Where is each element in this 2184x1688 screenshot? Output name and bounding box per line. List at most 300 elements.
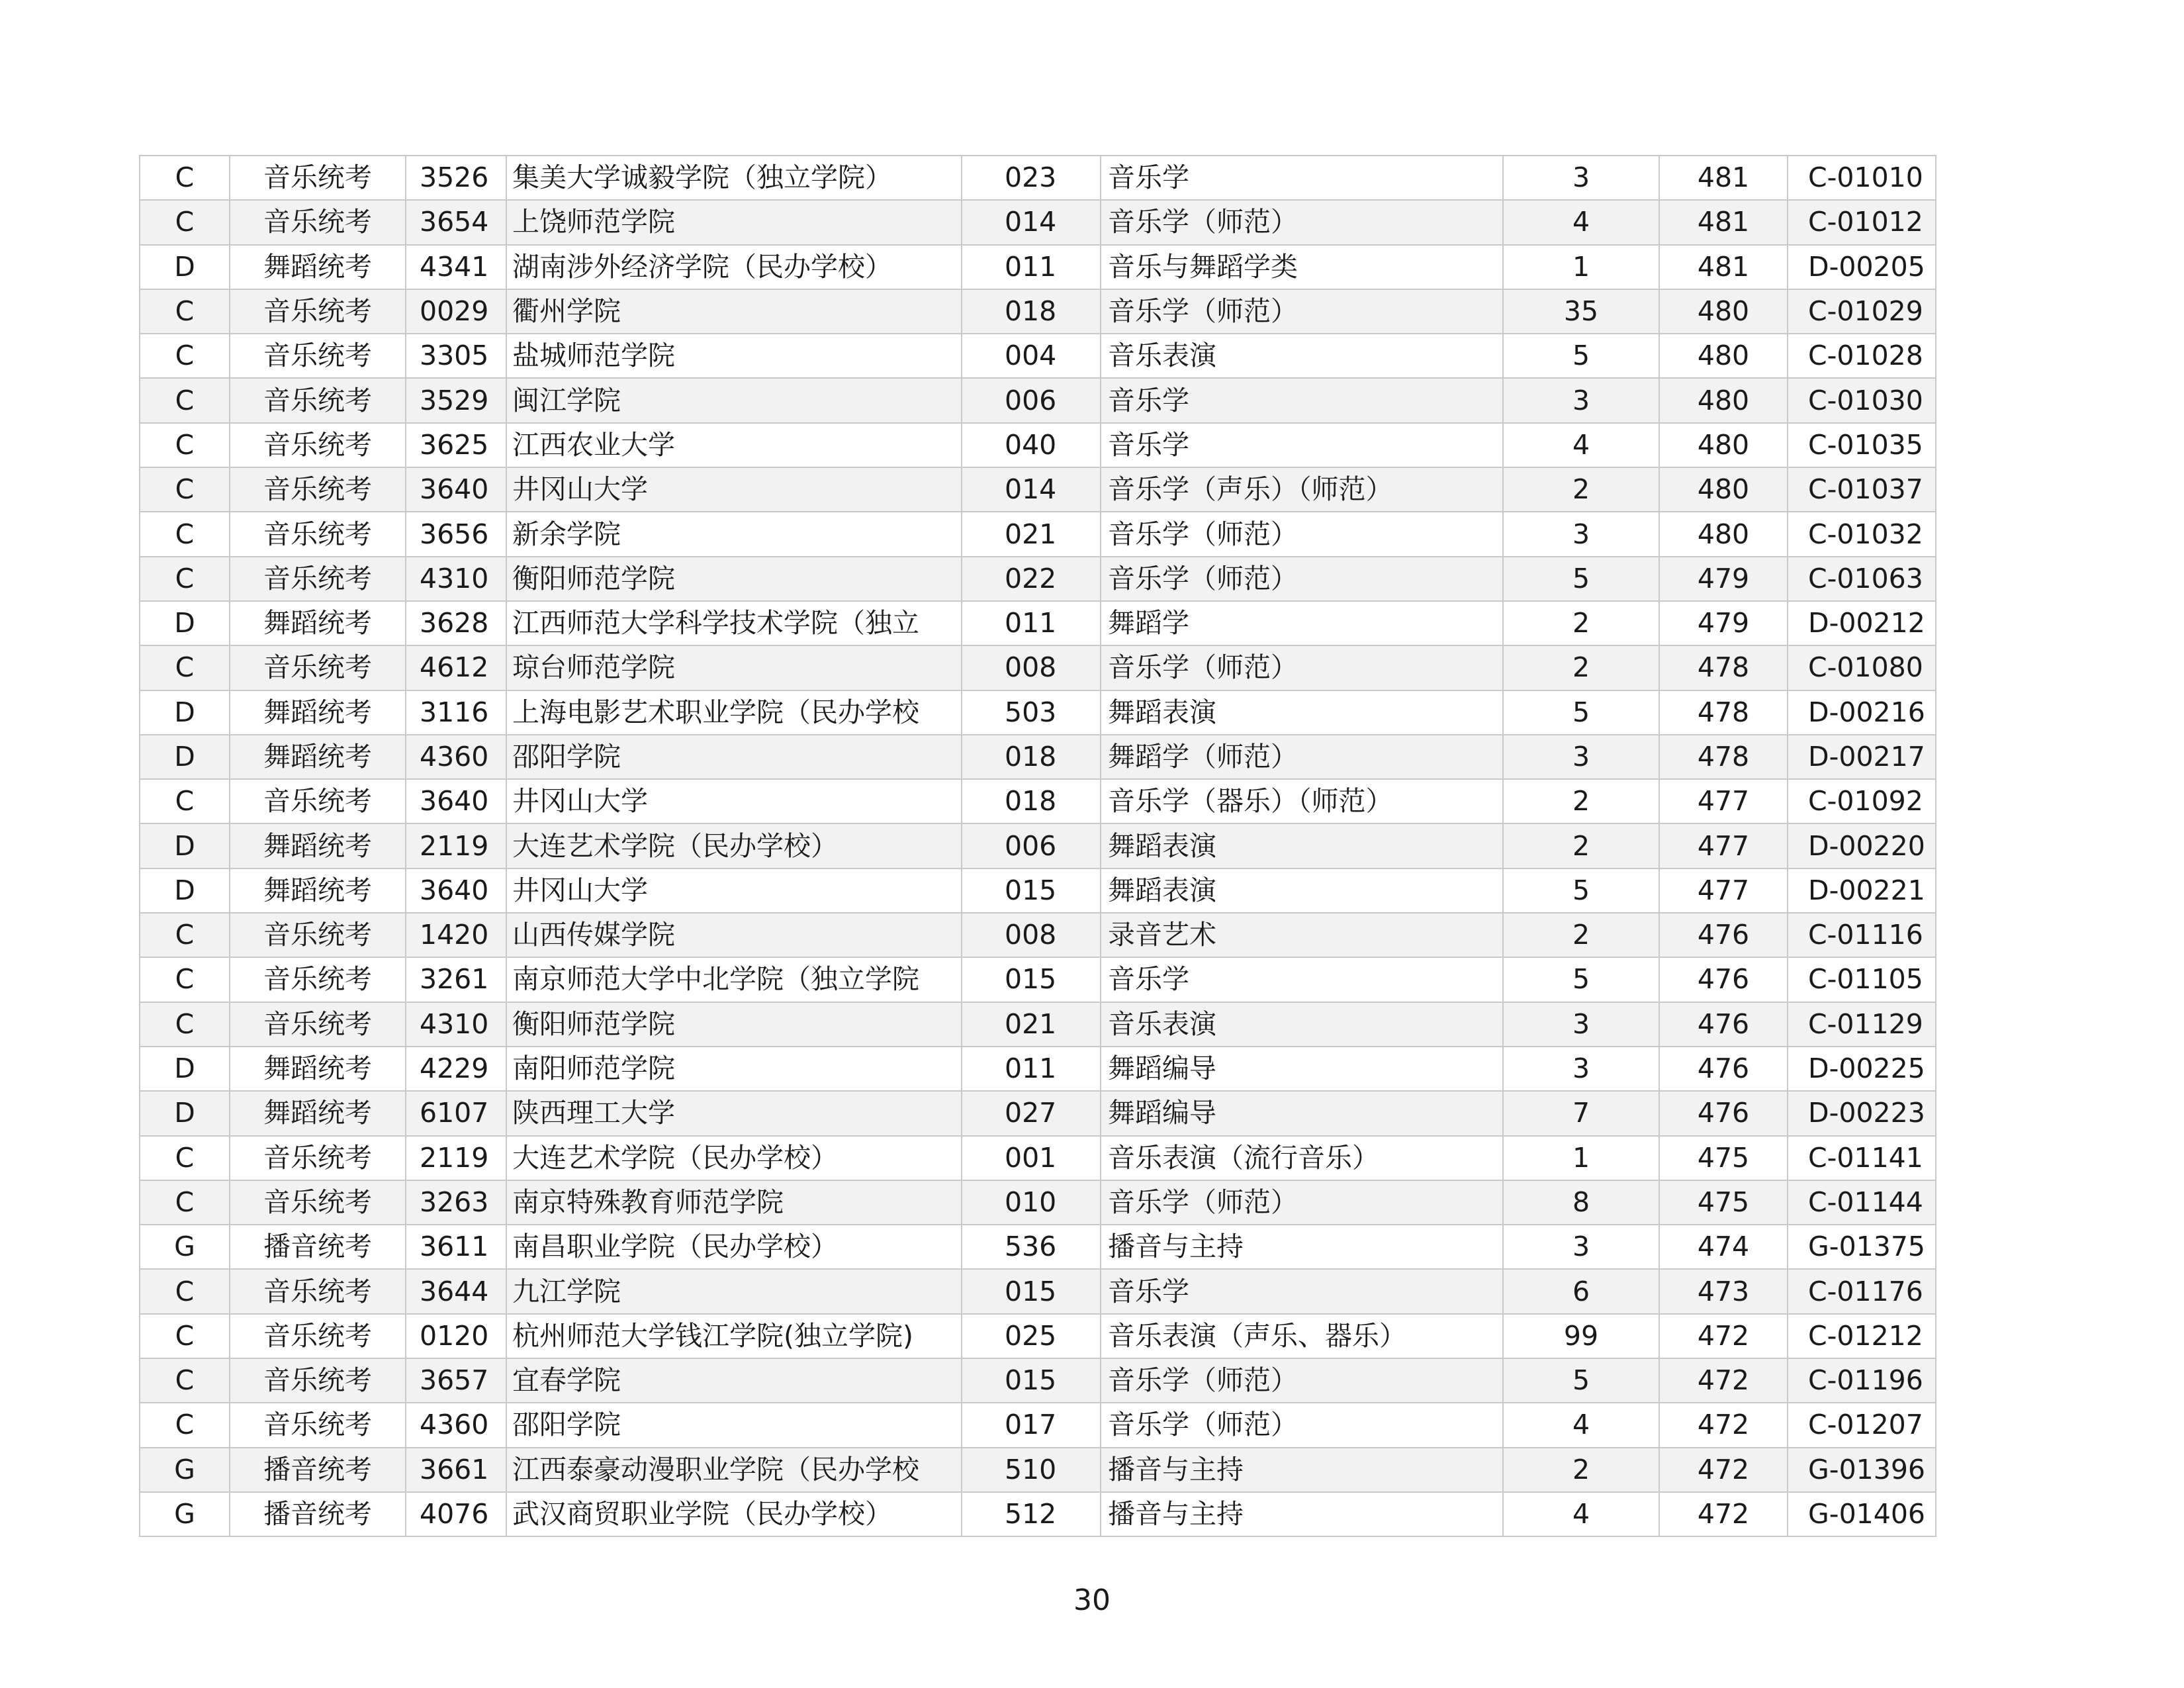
cell-exam-type: 舞蹈统考 xyxy=(230,1047,406,1091)
cell-plan-count: 5 xyxy=(1503,868,1659,913)
cell-major-code: 027 xyxy=(962,1091,1101,1135)
table-row xyxy=(140,1002,1936,1047)
cell-plan-count: 35 xyxy=(1503,289,1659,334)
cell-rank-code: C-01028 xyxy=(1788,334,1936,378)
cell-major-code: 503 xyxy=(962,690,1101,735)
cell-major-code: 021 xyxy=(962,512,1101,556)
cell-min-score: 477 xyxy=(1659,823,1788,868)
cell-rank-code: C-01063 xyxy=(1788,557,1936,601)
cell-major-name: 舞蹈表演 xyxy=(1101,868,1503,913)
cell-min-score: 475 xyxy=(1659,1180,1788,1225)
cell-major-name: 舞蹈编导 xyxy=(1101,1047,1503,1091)
cell-major-name: 舞蹈表演 xyxy=(1101,690,1503,735)
cell-major-name: 播音与主持 xyxy=(1101,1225,1503,1269)
table-row xyxy=(140,690,1936,735)
cell-school-name: 宜春学院 xyxy=(506,1358,962,1403)
cell-category: C xyxy=(140,1002,230,1047)
table-row xyxy=(140,1448,1936,1492)
cell-min-score: 474 xyxy=(1659,1225,1788,1269)
cell-rank-code: C-01212 xyxy=(1788,1314,1936,1358)
cell-school-code: 3625 xyxy=(406,423,506,467)
cell-school-name: 邵阳学院 xyxy=(506,1403,962,1447)
cell-exam-type: 音乐统考 xyxy=(230,1180,406,1225)
cell-major-code: 011 xyxy=(962,1047,1101,1091)
cell-min-score: 476 xyxy=(1659,1047,1788,1091)
cell-category: D xyxy=(140,735,230,779)
cell-major-name: 音乐学 xyxy=(1101,1269,1503,1313)
cell-exam-type: 音乐统考 xyxy=(230,200,406,244)
cell-major-name: 音乐学（器乐）（师范） xyxy=(1101,779,1503,823)
cell-plan-count: 2 xyxy=(1503,913,1659,957)
cell-major-code: 015 xyxy=(962,1269,1101,1313)
cell-rank-code: D-00212 xyxy=(1788,601,1936,645)
cell-plan-count: 5 xyxy=(1503,957,1659,1002)
cell-rank-code: G-01375 xyxy=(1788,1225,1936,1269)
cell-major-name: 录音艺术 xyxy=(1101,913,1503,957)
cell-rank-code: C-01010 xyxy=(1788,156,1936,200)
table-row xyxy=(140,1314,1936,1358)
cell-major-code: 040 xyxy=(962,423,1101,467)
cell-major-name: 音乐学（师范） xyxy=(1101,200,1503,244)
cell-major-code: 022 xyxy=(962,557,1101,601)
cell-exam-type: 音乐统考 xyxy=(230,423,406,467)
cell-school-code: 4310 xyxy=(406,1002,506,1047)
cell-exam-type: 播音统考 xyxy=(230,1448,406,1492)
cell-exam-type: 音乐统考 xyxy=(230,512,406,556)
cell-school-name: 集美大学诚毅学院（独立学院） xyxy=(506,156,962,200)
cell-major-code: 015 xyxy=(962,868,1101,913)
cell-min-score: 480 xyxy=(1659,512,1788,556)
cell-min-score: 472 xyxy=(1659,1314,1788,1358)
cell-category: C xyxy=(140,423,230,467)
cell-min-score: 479 xyxy=(1659,557,1788,601)
cell-school-code: 3656 xyxy=(406,512,506,556)
cell-plan-count: 99 xyxy=(1503,1314,1659,1358)
cell-major-name: 音乐表演（声乐、器乐） xyxy=(1101,1314,1503,1358)
cell-school-code: 3640 xyxy=(406,868,506,913)
cell-min-score: 476 xyxy=(1659,1002,1788,1047)
cell-plan-count: 2 xyxy=(1503,1448,1659,1492)
cell-category: C xyxy=(140,334,230,378)
cell-min-score: 476 xyxy=(1659,913,1788,957)
cell-school-name: 武汉商贸职业学院（民办学校） xyxy=(506,1492,962,1536)
cell-exam-type: 音乐统考 xyxy=(230,1403,406,1447)
cell-major-name: 舞蹈表演 xyxy=(1101,823,1503,868)
cell-major-code: 015 xyxy=(962,1358,1101,1403)
cell-major-code: 004 xyxy=(962,334,1101,378)
table-row xyxy=(140,156,1936,200)
table-row xyxy=(140,467,1936,512)
cell-school-code: 0120 xyxy=(406,1314,506,1358)
cell-category: C xyxy=(140,557,230,601)
cell-plan-count: 5 xyxy=(1503,1358,1659,1403)
table-row xyxy=(140,779,1936,823)
cell-major-code: 510 xyxy=(962,1448,1101,1492)
cell-major-code: 014 xyxy=(962,200,1101,244)
cell-min-score: 477 xyxy=(1659,779,1788,823)
cell-school-name: 南京师范大学中北学院（独立学院 xyxy=(506,957,962,1002)
cell-school-code: 1420 xyxy=(406,913,506,957)
cell-plan-count: 5 xyxy=(1503,334,1659,378)
cell-major-code: 011 xyxy=(962,601,1101,645)
cell-major-name: 播音与主持 xyxy=(1101,1448,1503,1492)
cell-plan-count: 2 xyxy=(1503,601,1659,645)
cell-min-score: 477 xyxy=(1659,868,1788,913)
cell-school-code: 3611 xyxy=(406,1225,506,1269)
cell-exam-type: 舞蹈统考 xyxy=(230,690,406,735)
cell-rank-code: C-01196 xyxy=(1788,1358,1936,1403)
cell-school-name: 衡阳师范学院 xyxy=(506,557,962,601)
cell-school-name: 井冈山大学 xyxy=(506,779,962,823)
cell-plan-count: 7 xyxy=(1503,1091,1659,1135)
cell-rank-code: C-01092 xyxy=(1788,779,1936,823)
table-row xyxy=(140,913,1936,957)
cell-exam-type: 舞蹈统考 xyxy=(230,601,406,645)
cell-min-score: 476 xyxy=(1659,1091,1788,1135)
cell-rank-code: D-00225 xyxy=(1788,1047,1936,1091)
cell-category: C xyxy=(140,156,230,200)
cell-min-score: 481 xyxy=(1659,245,1788,289)
cell-rank-code: C-01144 xyxy=(1788,1180,1936,1225)
cell-school-name: 井冈山大学 xyxy=(506,467,962,512)
cell-school-code: 4076 xyxy=(406,1492,506,1536)
cell-exam-type: 音乐统考 xyxy=(230,1136,406,1180)
cell-min-score: 472 xyxy=(1659,1403,1788,1447)
cell-category: D xyxy=(140,868,230,913)
cell-school-name: 南阳师范学院 xyxy=(506,1047,962,1091)
cell-major-code: 025 xyxy=(962,1314,1101,1358)
cell-min-score: 481 xyxy=(1659,156,1788,200)
cell-major-code: 536 xyxy=(962,1225,1101,1269)
cell-min-score: 472 xyxy=(1659,1448,1788,1492)
cell-major-name: 播音与主持 xyxy=(1101,1492,1503,1536)
cell-major-code: 018 xyxy=(962,289,1101,334)
page-number: 30 xyxy=(1073,1583,1111,1617)
cell-exam-type: 播音统考 xyxy=(230,1225,406,1269)
cell-school-code: 4360 xyxy=(406,1403,506,1447)
cell-exam-type: 音乐统考 xyxy=(230,467,406,512)
cell-category: C xyxy=(140,200,230,244)
cell-school-name: 盐城师范学院 xyxy=(506,334,962,378)
cell-category: G xyxy=(140,1225,230,1269)
cell-exam-type: 音乐统考 xyxy=(230,1269,406,1313)
cell-rank-code: C-01030 xyxy=(1788,378,1936,422)
cell-major-name: 音乐学（师范） xyxy=(1101,512,1503,556)
cell-category: D xyxy=(140,1047,230,1091)
table-row xyxy=(140,1358,1936,1403)
cell-plan-count: 3 xyxy=(1503,735,1659,779)
cell-school-name: 九江学院 xyxy=(506,1269,962,1313)
cell-min-score: 476 xyxy=(1659,957,1788,1002)
cell-exam-type: 音乐统考 xyxy=(230,378,406,422)
cell-major-code: 021 xyxy=(962,1002,1101,1047)
cell-min-score: 475 xyxy=(1659,1136,1788,1180)
cell-major-name: 音乐学 xyxy=(1101,957,1503,1002)
cell-school-code: 3116 xyxy=(406,690,506,735)
cell-category: C xyxy=(140,512,230,556)
cell-category: C xyxy=(140,1403,230,1447)
cell-school-code: 3640 xyxy=(406,779,506,823)
cell-min-score: 472 xyxy=(1659,1358,1788,1403)
cell-school-code: 3640 xyxy=(406,467,506,512)
cell-rank-code: C-01141 xyxy=(1788,1136,1936,1180)
table-row xyxy=(140,557,1936,601)
cell-major-code: 010 xyxy=(962,1180,1101,1225)
cell-school-code: 4360 xyxy=(406,735,506,779)
cell-rank-code: C-01032 xyxy=(1788,512,1936,556)
cell-plan-count: 3 xyxy=(1503,156,1659,200)
cell-plan-count: 4 xyxy=(1503,200,1659,244)
cell-exam-type: 音乐统考 xyxy=(230,1358,406,1403)
cell-school-name: 大连艺术学院（民办学校） xyxy=(506,823,962,868)
cell-school-code: 2119 xyxy=(406,823,506,868)
cell-category: D xyxy=(140,823,230,868)
cell-school-name: 湖南涉外经济学院（民办学校） xyxy=(506,245,962,289)
table-row xyxy=(140,1047,1936,1091)
cell-school-code: 6107 xyxy=(406,1091,506,1135)
cell-plan-count: 3 xyxy=(1503,378,1659,422)
cell-school-code: 4341 xyxy=(406,245,506,289)
cell-school-code: 3628 xyxy=(406,601,506,645)
cell-major-code: 017 xyxy=(962,1403,1101,1447)
cell-major-name: 音乐学（师范） xyxy=(1101,289,1503,334)
cell-plan-count: 4 xyxy=(1503,423,1659,467)
cell-major-code: 006 xyxy=(962,823,1101,868)
admission-score-table xyxy=(139,155,1936,1537)
cell-plan-count: 1 xyxy=(1503,1136,1659,1180)
cell-rank-code: C-01207 xyxy=(1788,1403,1936,1447)
cell-rank-code: C-01176 xyxy=(1788,1269,1936,1313)
cell-school-name: 陕西理工大学 xyxy=(506,1091,962,1135)
cell-plan-count: 1 xyxy=(1503,245,1659,289)
cell-rank-code: C-01080 xyxy=(1788,645,1936,690)
cell-major-code: 014 xyxy=(962,467,1101,512)
table-row xyxy=(140,423,1936,467)
table-row xyxy=(140,378,1936,422)
cell-school-code: 3644 xyxy=(406,1269,506,1313)
cell-category: C xyxy=(140,957,230,1002)
cell-major-code: 018 xyxy=(962,779,1101,823)
cell-rank-code: C-01116 xyxy=(1788,913,1936,957)
cell-major-code: 008 xyxy=(962,913,1101,957)
cell-exam-type: 音乐统考 xyxy=(230,334,406,378)
cell-exam-type: 音乐统考 xyxy=(230,1002,406,1047)
cell-min-score: 478 xyxy=(1659,690,1788,735)
cell-category: D xyxy=(140,601,230,645)
cell-category: C xyxy=(140,467,230,512)
cell-exam-type: 舞蹈统考 xyxy=(230,1091,406,1135)
cell-major-code: 006 xyxy=(962,378,1101,422)
table-row xyxy=(140,735,1936,779)
table-row xyxy=(140,245,1936,289)
cell-school-name: 南京特殊教育师范学院 xyxy=(506,1180,962,1225)
cell-major-name: 舞蹈学 xyxy=(1101,601,1503,645)
cell-major-code: 015 xyxy=(962,957,1101,1002)
cell-school-name: 大连艺术学院（民办学校） xyxy=(506,1136,962,1180)
cell-category: G xyxy=(140,1448,230,1492)
cell-rank-code: D-00217 xyxy=(1788,735,1936,779)
cell-rank-code: C-01129 xyxy=(1788,1002,1936,1047)
cell-school-name: 上饶师范学院 xyxy=(506,200,962,244)
cell-category: C xyxy=(140,1314,230,1358)
cell-min-score: 472 xyxy=(1659,1492,1788,1536)
cell-school-code: 3529 xyxy=(406,378,506,422)
cell-min-score: 480 xyxy=(1659,289,1788,334)
cell-exam-type: 音乐统考 xyxy=(230,156,406,200)
cell-min-score: 480 xyxy=(1659,334,1788,378)
cell-rank-code: G-01396 xyxy=(1788,1448,1936,1492)
cell-school-code: 3526 xyxy=(406,156,506,200)
cell-school-name: 琼台师范学院 xyxy=(506,645,962,690)
cell-plan-count: 2 xyxy=(1503,779,1659,823)
cell-exam-type: 音乐统考 xyxy=(230,1314,406,1358)
table-row xyxy=(140,868,1936,913)
cell-school-code: 3263 xyxy=(406,1180,506,1225)
cell-school-name: 南昌职业学院（民办学校） xyxy=(506,1225,962,1269)
table-row xyxy=(140,645,1936,690)
table-row xyxy=(140,512,1936,556)
cell-plan-count: 2 xyxy=(1503,645,1659,690)
cell-category: C xyxy=(140,913,230,957)
cell-category: C xyxy=(140,289,230,334)
cell-exam-type: 音乐统考 xyxy=(230,645,406,690)
cell-rank-code: D-00216 xyxy=(1788,690,1936,735)
cell-plan-count: 3 xyxy=(1503,1002,1659,1047)
cell-exam-type: 播音统考 xyxy=(230,1492,406,1536)
cell-major-name: 音乐学（师范） xyxy=(1101,1358,1503,1403)
cell-category: C xyxy=(140,1269,230,1313)
cell-school-name: 井冈山大学 xyxy=(506,868,962,913)
cell-school-name: 杭州师范大学钱江学院(独立学院) xyxy=(506,1314,962,1358)
cell-major-name: 音乐学（师范） xyxy=(1101,1403,1503,1447)
cell-rank-code: C-01029 xyxy=(1788,289,1936,334)
cell-major-code: 512 xyxy=(962,1492,1101,1536)
cell-min-score: 479 xyxy=(1659,601,1788,645)
table-row xyxy=(140,334,1936,378)
table-row xyxy=(140,1136,1936,1180)
cell-school-name: 江西农业大学 xyxy=(506,423,962,467)
cell-school-code: 3261 xyxy=(406,957,506,1002)
cell-major-name: 音乐学（师范） xyxy=(1101,645,1503,690)
cell-school-name: 江西师范大学科学技术学院（独立 xyxy=(506,601,962,645)
table-row xyxy=(140,957,1936,1002)
cell-major-code: 018 xyxy=(962,735,1101,779)
cell-major-name: 舞蹈编导 xyxy=(1101,1091,1503,1135)
cell-rank-code: C-01012 xyxy=(1788,200,1936,244)
cell-school-name: 江西泰豪动漫职业学院（民办学校 xyxy=(506,1448,962,1492)
cell-exam-type: 舞蹈统考 xyxy=(230,868,406,913)
cell-category: C xyxy=(140,378,230,422)
cell-plan-count: 8 xyxy=(1503,1180,1659,1225)
cell-category: C xyxy=(140,1358,230,1403)
cell-school-name: 闽江学院 xyxy=(506,378,962,422)
cell-category: D xyxy=(140,1091,230,1135)
cell-major-code: 008 xyxy=(962,645,1101,690)
cell-category: C xyxy=(140,1136,230,1180)
cell-major-name: 舞蹈学（师范） xyxy=(1101,735,1503,779)
table-body xyxy=(140,156,1936,1536)
cell-major-name: 音乐表演（流行音乐） xyxy=(1101,1136,1503,1180)
cell-school-code: 4612 xyxy=(406,645,506,690)
cell-school-name: 山西传媒学院 xyxy=(506,913,962,957)
table-row xyxy=(140,1180,1936,1225)
cell-school-code: 3654 xyxy=(406,200,506,244)
cell-school-code: 4310 xyxy=(406,557,506,601)
cell-min-score: 480 xyxy=(1659,467,1788,512)
cell-major-name: 音乐学（声乐）（师范） xyxy=(1101,467,1503,512)
cell-rank-code: C-01035 xyxy=(1788,423,1936,467)
cell-category: G xyxy=(140,1492,230,1536)
cell-school-name: 新余学院 xyxy=(506,512,962,556)
cell-plan-count: 3 xyxy=(1503,512,1659,556)
cell-category: D xyxy=(140,245,230,289)
cell-rank-code: C-01105 xyxy=(1788,957,1936,1002)
cell-plan-count: 5 xyxy=(1503,557,1659,601)
cell-exam-type: 舞蹈统考 xyxy=(230,735,406,779)
cell-min-score: 478 xyxy=(1659,735,1788,779)
cell-exam-type: 舞蹈统考 xyxy=(230,823,406,868)
cell-exam-type: 音乐统考 xyxy=(230,913,406,957)
cell-plan-count: 2 xyxy=(1503,467,1659,512)
cell-category: C xyxy=(140,779,230,823)
table-row xyxy=(140,289,1936,334)
cell-exam-type: 音乐统考 xyxy=(230,779,406,823)
cell-plan-count: 3 xyxy=(1503,1047,1659,1091)
cell-exam-type: 音乐统考 xyxy=(230,957,406,1002)
cell-plan-count: 5 xyxy=(1503,690,1659,735)
table-row xyxy=(140,1091,1936,1135)
cell-plan-count: 3 xyxy=(1503,1225,1659,1269)
cell-exam-type: 音乐统考 xyxy=(230,289,406,334)
cell-major-name: 音乐学（师范） xyxy=(1101,557,1503,601)
cell-school-name: 上海电影艺术职业学院（民办学校 xyxy=(506,690,962,735)
cell-major-code: 023 xyxy=(962,156,1101,200)
cell-min-score: 473 xyxy=(1659,1269,1788,1313)
cell-school-name: 衢州学院 xyxy=(506,289,962,334)
cell-exam-type: 音乐统考 xyxy=(230,557,406,601)
table-row xyxy=(140,200,1936,244)
cell-rank-code: G-01406 xyxy=(1788,1492,1936,1536)
cell-school-code: 3305 xyxy=(406,334,506,378)
cell-min-score: 478 xyxy=(1659,645,1788,690)
table-row xyxy=(140,1269,1936,1313)
cell-rank-code: C-01037 xyxy=(1788,467,1936,512)
cell-plan-count: 4 xyxy=(1503,1492,1659,1536)
cell-school-name: 邵阳学院 xyxy=(506,735,962,779)
cell-category: C xyxy=(140,1180,230,1225)
cell-rank-code: D-00205 xyxy=(1788,245,1936,289)
cell-school-code: 2119 xyxy=(406,1136,506,1180)
cell-school-name: 衡阳师范学院 xyxy=(506,1002,962,1047)
cell-major-name: 音乐学 xyxy=(1101,423,1503,467)
cell-major-name: 音乐与舞蹈学类 xyxy=(1101,245,1503,289)
cell-category: D xyxy=(140,690,230,735)
cell-major-name: 音乐表演 xyxy=(1101,1002,1503,1047)
cell-rank-code: D-00223 xyxy=(1788,1091,1936,1135)
cell-major-code: 001 xyxy=(962,1136,1101,1180)
cell-category: C xyxy=(140,645,230,690)
table-row xyxy=(140,823,1936,868)
cell-exam-type: 舞蹈统考 xyxy=(230,245,406,289)
cell-rank-code: D-00221 xyxy=(1788,868,1936,913)
cell-plan-count: 2 xyxy=(1503,823,1659,868)
cell-major-code: 011 xyxy=(962,245,1101,289)
table-row xyxy=(140,601,1936,645)
cell-min-score: 481 xyxy=(1659,200,1788,244)
table-row xyxy=(140,1492,1936,1536)
cell-school-code: 0029 xyxy=(406,289,506,334)
table-row xyxy=(140,1225,1936,1269)
